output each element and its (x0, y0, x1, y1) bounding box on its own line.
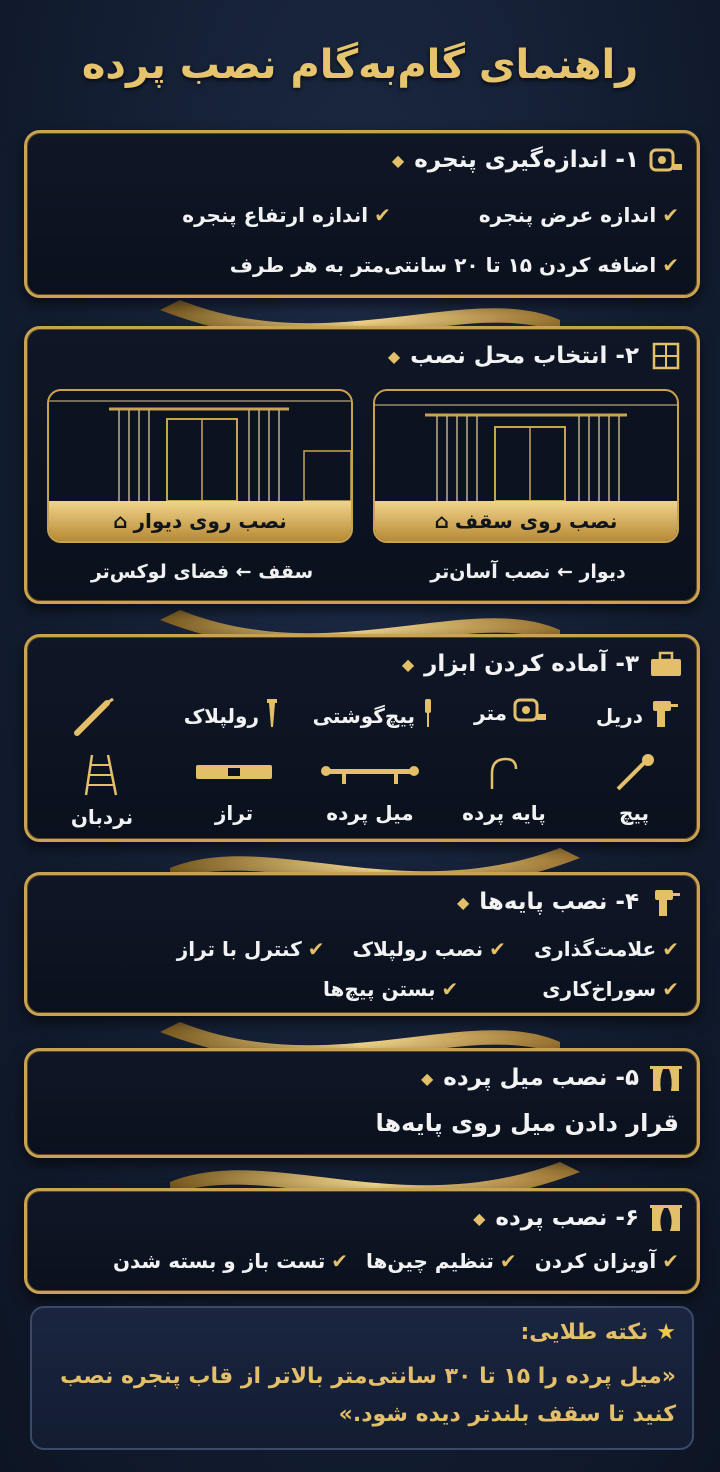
list-item: ✔اضافه کردن ۱۵ تا ۲۰ سانتی‌متر به هر طرف (229, 253, 679, 277)
check-icon: ✔ (441, 977, 459, 1001)
checklist-row (45, 203, 679, 227)
tool-tape: متر (474, 697, 547, 728)
wall-mount-label: نصب روی دیوار ⌂ (49, 501, 351, 541)
step-card-5 (24, 1048, 700, 1158)
tool-wall-plug: رولپلاک (184, 697, 279, 734)
home-icon: ⌂ (113, 509, 128, 533)
check-icon: ✔ (662, 1249, 679, 1273)
check-icon: ✔ (662, 203, 679, 227)
tool-bracket: پایه پرده (449, 753, 559, 825)
check-icon: ✔ (374, 203, 391, 227)
check-icon: ✔ (331, 1249, 348, 1273)
diamond-icon: ◆ (401, 654, 415, 674)
diamond-icon: ◆ (473, 1208, 486, 1228)
ceiling-mount-caption: دیوار ← نصب آسان‌تر (430, 561, 626, 583)
list-item: ✔تست باز و بسته شدن (112, 1249, 348, 1273)
step-heading-3: ۳- آماده کردن ابزار ◆ (402, 649, 683, 679)
step-card-2 (24, 326, 700, 604)
curtain-rod-icon (320, 753, 420, 793)
tip-text: «میل پرده را ۱۵ تا ۳۰ سانتی‌متر بالاتر از قاب پنجره نصب کنید تا سقف بلندتر دیده شود.» (60, 1364, 676, 1427)
check-icon: ✔ (499, 1249, 517, 1273)
tool-drill: دریل (596, 697, 679, 734)
list-item: ✔علامت‌گذاری (533, 937, 679, 961)
diamond-icon: ◆ (456, 892, 470, 912)
check-icon: ✔ (489, 937, 506, 961)
step-heading-1: ۱- اندازه‌گیری پنجره ◆ (392, 145, 683, 175)
page-title: راهنمای گام‌به‌گام نصب پرده (81, 42, 639, 88)
wall-curtain-illustration (49, 391, 351, 501)
list-item: ✔کنترل با تراز (176, 937, 325, 961)
check-icon: ✔ (307, 937, 325, 961)
step-card-6 (24, 1188, 700, 1294)
list-item: ✔تنظیم چین‌ها (366, 1249, 517, 1273)
wall-mount-option[interactable] (47, 389, 353, 543)
checklist-row (45, 937, 679, 961)
tape-measure-icon (513, 697, 547, 728)
wall-plug-icon (265, 697, 279, 734)
tape-measure-icon (649, 145, 683, 175)
diamond-icon: ◆ (420, 1068, 434, 1088)
bracket-icon (482, 753, 526, 793)
window-icon (649, 341, 683, 371)
drill-icon (649, 697, 679, 734)
checklist-row (45, 1249, 679, 1273)
step-card-1 (24, 130, 700, 298)
tool-rod: میل پرده (305, 753, 435, 825)
screw-icon (612, 753, 656, 793)
tool-ladder: نردبان (47, 753, 157, 829)
ceiling-curtain-illustration (375, 391, 677, 501)
screwdriver-icon (421, 697, 435, 734)
step-card-3 (24, 634, 700, 842)
toolbox-icon (649, 649, 683, 679)
home-icon: ⌂ (434, 509, 449, 533)
diamond-icon: ◆ (391, 150, 405, 170)
step-heading-5: ۵- نصب میل پرده ◆ (421, 1063, 683, 1093)
list-item: ✔اندازه عرض پنجره (478, 203, 679, 227)
tool-screw: پیچ (579, 753, 689, 825)
list-item: ✔بستن پیچ‌ها (323, 977, 459, 1001)
wall-mount-caption: سقف ← فضای لوکس‌تر (90, 561, 314, 583)
ceiling-mount-option[interactable] (373, 389, 679, 543)
check-icon: ✔ (662, 977, 679, 1001)
step-heading-6: ۶- نصب پرده ◆ (473, 1203, 683, 1233)
tool-screwdriver: پیچ‌گوشتی (313, 697, 435, 734)
check-icon: ✔ (662, 253, 679, 277)
anchor-bolt-icon (73, 697, 117, 737)
step-5-text: قرار دادن میل روی پایه‌ها (375, 1109, 679, 1137)
step-card-4 (24, 872, 700, 1016)
list-item: ✔اندازه ارتفاع پنجره (182, 203, 391, 227)
drill-icon (649, 887, 683, 917)
step-heading-2: ۲- انتخاب محل نصب ◆ (388, 341, 683, 371)
level-icon (194, 753, 274, 793)
diamond-icon: ◆ (387, 346, 401, 366)
tool-level: تراز (179, 753, 289, 825)
ladder-icon (82, 753, 122, 797)
ceiling-mount-label: نصب روی سقف ⌂ (375, 501, 677, 541)
golden-tip-box (30, 1306, 694, 1450)
tip-heading: ★ نکته طلایی: (520, 1320, 676, 1345)
curtain-rod-icon (649, 1063, 683, 1093)
list-item: ✔آویزان کردن (534, 1249, 679, 1273)
checklist-row (45, 977, 679, 1001)
check-icon: ✔ (662, 937, 679, 961)
checklist-row (45, 253, 679, 277)
curtain-icon (649, 1203, 683, 1233)
step-heading-4: ۴- نصب پایه‌ها ◆ (457, 887, 683, 917)
list-item: ✔سوراخ‌کاری (542, 977, 679, 1001)
list-item: ✔نصب رولپلاک (352, 937, 506, 961)
star-icon: ★ (656, 1320, 676, 1345)
